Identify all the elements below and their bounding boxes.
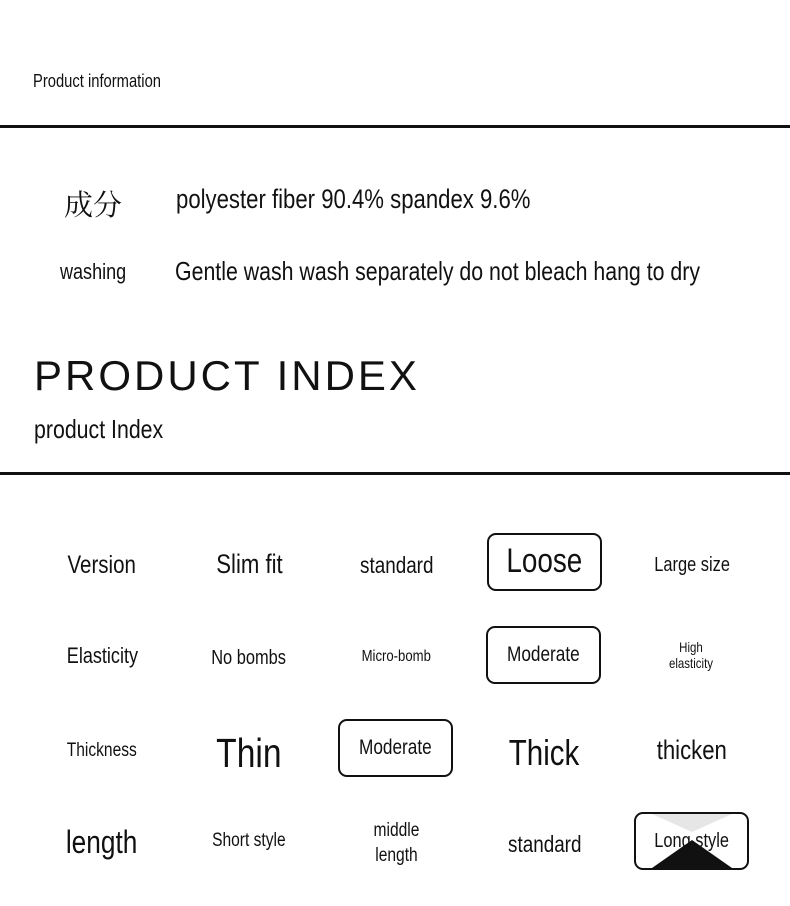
version-option-loose-selected: Loose xyxy=(487,533,602,591)
section-label: Product information xyxy=(33,71,161,91)
length-label: length xyxy=(66,823,138,860)
version-option-large-size: Large size xyxy=(654,553,730,576)
version-label: Version xyxy=(67,550,137,579)
elasticity-option-no-bombs: No bombs xyxy=(211,646,287,669)
version-option-standard: standard xyxy=(360,551,434,578)
elasticity-option-moderate-selected: Moderate xyxy=(486,626,601,684)
washing-label: washing xyxy=(60,259,127,284)
divider xyxy=(0,125,790,128)
elasticity-option-high-elasticity: High elasticity xyxy=(668,638,714,671)
elasticity-option-micro-bomb: Micro-bomb xyxy=(361,647,431,665)
divider xyxy=(0,472,790,475)
washing-value: Gentle wash wash separately do not bleach hang to dry xyxy=(175,256,701,286)
version-option-slim-fit: Slim fit xyxy=(215,549,283,580)
thickness-option-thick: Thick xyxy=(508,732,580,774)
length-option-middle-length: middle length xyxy=(373,820,419,866)
composition-label: 成分 xyxy=(64,188,123,222)
thickness-label: Thickness xyxy=(66,740,138,762)
length-option-long-style-selected: Long style xyxy=(634,812,749,870)
thickness-option-thicken: thicken xyxy=(656,735,728,766)
elasticity-label: Elasticity xyxy=(66,643,138,669)
thickness-option-moderate-selected: Moderate xyxy=(338,719,453,777)
composition-value: polyester fiber 90.4% spandex 9.6% xyxy=(176,184,531,214)
length-option-short-style: Short style xyxy=(212,830,286,852)
length-option-standard: standard xyxy=(508,830,582,857)
index-title: PRODUCT INDEX xyxy=(34,352,420,399)
index-subtitle: product Index xyxy=(34,414,164,444)
thickness-option-thin: Thin xyxy=(216,730,282,777)
